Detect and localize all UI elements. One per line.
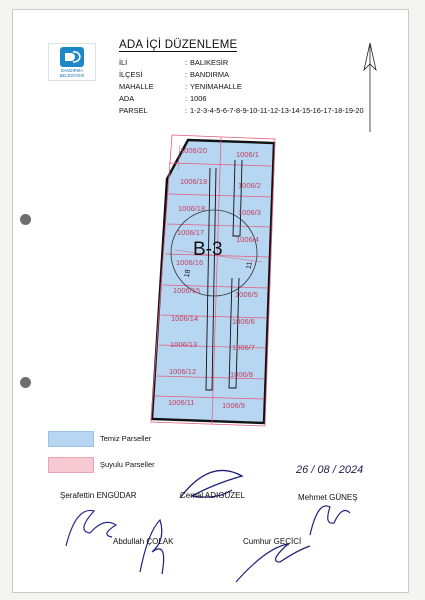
parcel-label: 1006/3	[238, 208, 261, 217]
road-label: 18	[183, 269, 193, 278]
parcel-label: 1006/11	[168, 398, 195, 407]
parcel-label: 1006/9	[222, 401, 245, 410]
field-value: 1-2-3-4-5-6-7-8-9-10-11-12-13-14-15-16-17-18-19-20	[190, 106, 364, 115]
field-label: MAHALLE	[119, 82, 154, 91]
field-separator: :	[185, 70, 188, 79]
field-separator: :	[185, 106, 188, 115]
parcel-label: 1006/13	[170, 340, 198, 349]
parcel-label: 1006/8	[230, 370, 253, 379]
logo-text: BANDIRMA	[60, 68, 84, 73]
field-label: PARSEL	[119, 106, 148, 115]
date-text: 26 / 08 / 2024	[296, 464, 364, 476]
signatory-name: Cumhur GEÇİCİ	[243, 537, 302, 546]
field-label: ADA	[119, 94, 135, 103]
parcel-label: 1006/7	[232, 343, 255, 352]
parcel-label: 1006/2	[238, 181, 261, 190]
field-value: YENİMAHALLE	[190, 82, 242, 91]
field-value: 1006	[190, 94, 207, 103]
field-label: İLÇESİ	[119, 70, 143, 79]
legend-swatch-clean	[48, 431, 94, 447]
field-separator: :	[185, 58, 188, 67]
legend-swatch-shared	[48, 457, 94, 473]
road-label: 11	[245, 261, 254, 270]
field-value: BANDIRMA	[190, 70, 230, 79]
field-separator: :	[185, 94, 188, 103]
parcel-label: 1006/4	[236, 235, 259, 244]
parcel-label: 1006/15	[173, 286, 201, 295]
field-value: BALIKESİR	[190, 58, 229, 67]
parcel-label: 1006/18	[178, 204, 206, 213]
field-separator: :	[185, 82, 188, 91]
parcel-label: 1006/16	[176, 258, 204, 267]
block-label: B-3	[193, 239, 223, 260]
signatory-name: Cemal ADIGÜZEL	[180, 491, 245, 500]
signatory-name: Abdullah ÇOLAK	[113, 537, 174, 546]
parcel-label: 1006/12	[169, 367, 197, 376]
parcel-label: 1006/17	[177, 228, 205, 237]
parcel-label: 1006/1	[236, 150, 259, 159]
page-title: ADA İÇİ DÜZENLEME	[119, 39, 238, 51]
parcel-label: 1006/20	[180, 146, 208, 155]
parcel-label: 1006/19	[180, 177, 208, 186]
parcel-label: 1006/6	[232, 317, 255, 326]
legend-label: Şuyulu Parseller	[100, 460, 155, 469]
parcel-label: 1006/5	[235, 290, 258, 299]
signatory-name: Mehmet GÜNEŞ	[298, 493, 358, 502]
parcel-label: 1006/14	[171, 314, 199, 323]
field-label: İLİ	[119, 58, 128, 67]
logo-text: BELEDİYESİ	[59, 73, 85, 78]
signatory-name: Şerafettin ENGÜDAR	[60, 491, 137, 500]
legend-label: Temiz Parseller	[100, 434, 152, 443]
